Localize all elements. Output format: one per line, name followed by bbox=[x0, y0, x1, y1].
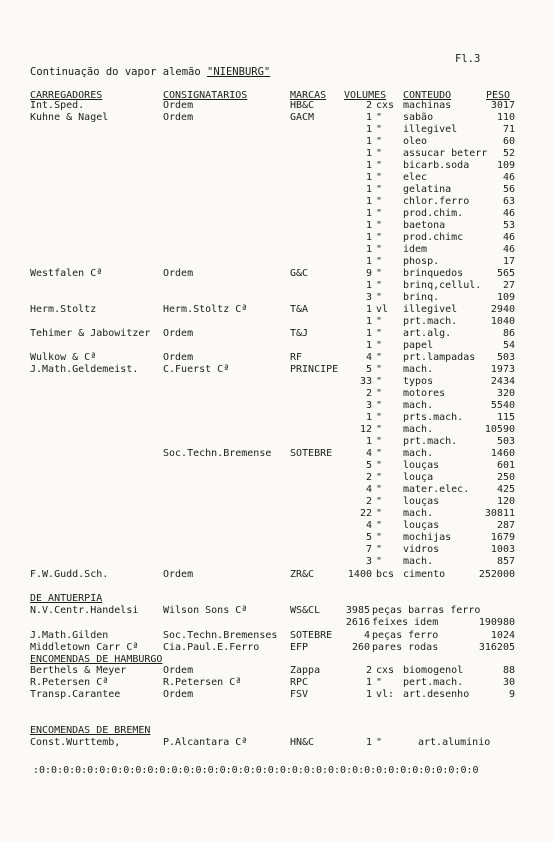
volume-unit-cell: bcs bbox=[376, 569, 395, 580]
weight-cell: 565 bbox=[496, 268, 515, 279]
volume-count-cell: 2616 bbox=[345, 617, 370, 628]
volume-unit-cell: " bbox=[376, 556, 383, 567]
marks-cell: SOTEBRE bbox=[290, 448, 333, 459]
volume-unit-cell: " bbox=[376, 160, 383, 171]
marks-cell: SOTEBRE bbox=[290, 630, 333, 641]
content-cell: biomogenol bbox=[403, 665, 464, 676]
weight-cell: 320 bbox=[496, 388, 515, 399]
volume-count-cell: 1 bbox=[365, 136, 372, 147]
table-row bbox=[0, 689, 553, 701]
weight-cell: 46 bbox=[502, 172, 515, 183]
table-row bbox=[0, 172, 553, 184]
shipper-cell: F.W.Gudd.Sch. bbox=[30, 569, 109, 580]
volume-unit-cell: " bbox=[376, 484, 383, 495]
section-heading-bremen: ENCOMENDAS DE BREMEN bbox=[30, 725, 151, 736]
volume-unit-cell: " bbox=[376, 136, 383, 147]
content-cell: machinas bbox=[403, 100, 452, 111]
table-row bbox=[0, 160, 553, 172]
table-row bbox=[0, 556, 553, 568]
content-cell: baetona bbox=[403, 220, 446, 231]
volume-unit-cell: cxs bbox=[376, 100, 395, 111]
content-cell: mach. bbox=[403, 400, 434, 411]
volume-count-cell: 4 bbox=[363, 630, 370, 641]
table-row bbox=[0, 569, 553, 581]
content-cell: vidros bbox=[403, 544, 440, 555]
content-cell: prod.chim. bbox=[403, 208, 464, 219]
volume-count-cell: 1 bbox=[365, 220, 372, 231]
content-cell: assucar beterr bbox=[403, 148, 488, 159]
volume-count-cell: 1 bbox=[365, 689, 372, 700]
consignee-cell: Ordem bbox=[163, 328, 194, 339]
volume-count-cell: 1 bbox=[365, 304, 372, 315]
volume-count-cell: 1400 bbox=[347, 569, 372, 580]
shipper-cell: J.Math.Gilden bbox=[30, 630, 109, 641]
weight-cell: 30 bbox=[502, 677, 515, 688]
volume-unit-cell: " bbox=[376, 148, 383, 159]
volume-unit-cell: " bbox=[376, 124, 383, 135]
volume-unit-cell: " bbox=[376, 436, 383, 447]
content-cell: bicarb.soda bbox=[403, 160, 470, 171]
volume-unit-cell: " bbox=[376, 340, 383, 351]
table-row bbox=[0, 617, 553, 629]
consignee-cell: Soc.Techn.Bremenses bbox=[163, 630, 278, 641]
col-header-consignatarios: CONSIGNATARIOS bbox=[163, 90, 248, 101]
volume-unit-cell: " bbox=[376, 316, 383, 327]
content-cell: peças barras ferro bbox=[372, 605, 481, 616]
consignee-cell: Ordem bbox=[163, 569, 194, 580]
consignee-cell: R.Petersen Cª bbox=[163, 677, 242, 688]
content-cell: mochijas bbox=[403, 532, 452, 543]
table-row bbox=[0, 544, 553, 556]
volume-count-cell: 1 bbox=[365, 340, 372, 351]
volume-count-cell: 2 bbox=[365, 665, 372, 676]
volume-unit-cell: " bbox=[376, 112, 383, 123]
table-row bbox=[0, 642, 553, 654]
weight-cell: 252000 bbox=[478, 569, 515, 580]
content-cell: illegivel bbox=[403, 124, 458, 135]
consignee-cell: Herm.Stoltz Cª bbox=[163, 304, 248, 315]
shipper-cell: J.Math.Geldemeist. bbox=[30, 364, 139, 375]
weight-cell: 2434 bbox=[490, 376, 515, 387]
volume-unit-cell: " bbox=[376, 508, 383, 519]
table-row bbox=[0, 630, 553, 642]
consignee-cell: Ordem bbox=[163, 689, 194, 700]
volume-unit-cell: " bbox=[376, 184, 383, 195]
weight-cell: 109 bbox=[496, 160, 515, 171]
content-cell: prod.chimc bbox=[403, 232, 464, 243]
shipper-cell: Middletown Carr Cª bbox=[30, 642, 139, 653]
table-row bbox=[0, 316, 553, 328]
weight-cell: 63 bbox=[502, 196, 515, 207]
consignee-cell: Ordem bbox=[163, 112, 194, 123]
table-row bbox=[0, 220, 553, 232]
volume-unit-cell: " bbox=[376, 448, 383, 459]
content-cell: cimento bbox=[403, 569, 446, 580]
consignee-cell: Soc.Techn.Bremense bbox=[163, 448, 272, 459]
ship-name: "NIENBURG" bbox=[207, 66, 271, 78]
marks-cell: WS&CL bbox=[290, 605, 321, 616]
content-cell: idem bbox=[403, 244, 428, 255]
volume-unit-cell: " bbox=[376, 412, 383, 423]
volume-unit-cell: cxs bbox=[376, 665, 395, 676]
weight-cell: 857 bbox=[496, 556, 515, 567]
table-row bbox=[0, 196, 553, 208]
weight-cell: 1973 bbox=[490, 364, 515, 375]
volume-count-cell: 5 bbox=[365, 460, 372, 471]
marks-cell: PRINCIPE bbox=[290, 364, 339, 375]
volume-count-cell: 3 bbox=[365, 292, 372, 303]
table-row bbox=[0, 136, 553, 148]
table-row bbox=[0, 328, 553, 340]
consignee-cell: Ordem bbox=[163, 268, 194, 279]
weight-cell: 46 bbox=[502, 244, 515, 255]
marks-cell: ZR&C bbox=[290, 569, 315, 580]
marks-cell: HB&C bbox=[290, 100, 315, 111]
weight-cell: 53 bbox=[502, 220, 515, 231]
volume-count-cell: 4 bbox=[365, 352, 372, 363]
consignee-cell: C.Fuerst Cª bbox=[163, 364, 230, 375]
volume-count-cell: 1 bbox=[365, 112, 372, 123]
volume-count-cell: 3 bbox=[365, 556, 372, 567]
content-cell: oleo bbox=[403, 136, 428, 147]
table-row bbox=[0, 388, 553, 400]
consignee-cell: P.Alcantara Cª bbox=[163, 737, 248, 748]
weight-cell: 46 bbox=[502, 232, 515, 243]
table-row bbox=[0, 184, 553, 196]
volume-count-cell: 9 bbox=[365, 268, 372, 279]
consignee-cell: Ordem bbox=[163, 665, 194, 676]
volume-count-cell: 1 bbox=[365, 124, 372, 135]
volume-unit-cell: " bbox=[376, 388, 383, 399]
marks-cell: T&J bbox=[290, 328, 309, 339]
content-cell: brinq,cellul. bbox=[403, 280, 482, 291]
table-row bbox=[0, 605, 553, 617]
volume-unit-cell: " bbox=[376, 244, 383, 255]
marks-cell: GACM bbox=[290, 112, 315, 123]
table-row bbox=[0, 112, 553, 124]
weight-cell: 250 bbox=[496, 472, 515, 483]
consignee-cell: Ordem bbox=[163, 352, 194, 363]
volume-count-cell: 12 bbox=[359, 424, 372, 435]
content-cell: louças bbox=[403, 520, 440, 531]
weight-cell: 56 bbox=[502, 184, 515, 195]
content-cell: elec bbox=[403, 172, 428, 183]
weight-cell: 503 bbox=[496, 352, 515, 363]
marks-cell: HN&C bbox=[290, 737, 315, 748]
table-row bbox=[0, 436, 553, 448]
table-row bbox=[0, 376, 553, 388]
weight-cell: 1024 bbox=[490, 630, 515, 641]
weight-cell: 601 bbox=[496, 460, 515, 471]
volume-count-cell: 4 bbox=[365, 520, 372, 531]
volume-unit-cell: " bbox=[376, 460, 383, 471]
content-cell: brinquedos bbox=[403, 268, 464, 279]
weight-cell: 86 bbox=[502, 328, 515, 339]
table-row bbox=[0, 737, 553, 749]
col-header-peso: PESO bbox=[486, 90, 511, 101]
volume-count-cell: 33 bbox=[359, 376, 372, 387]
volume-count-cell: 1 bbox=[365, 148, 372, 159]
content-cell: illegivel bbox=[403, 304, 458, 315]
volume-count-cell: 1 bbox=[365, 316, 372, 327]
table-row bbox=[0, 364, 553, 376]
content-cell: peças ferro bbox=[372, 630, 439, 641]
col-header-volumes: VOLUMES bbox=[344, 90, 387, 101]
shipper-cell: Westfalen Cª bbox=[30, 268, 103, 279]
weight-cell: 425 bbox=[496, 484, 515, 495]
continuation-line bbox=[30, 66, 270, 78]
weight-cell: 88 bbox=[502, 665, 515, 676]
content-cell: gelatina bbox=[403, 184, 452, 195]
content-cell: art.desenho bbox=[403, 689, 470, 700]
table-row bbox=[0, 520, 553, 532]
table-row bbox=[0, 484, 553, 496]
weight-cell: 54 bbox=[502, 340, 515, 351]
volume-unit-cell: " bbox=[376, 376, 383, 387]
weight-cell: 109 bbox=[496, 292, 515, 303]
volume-count-cell: 1 bbox=[365, 196, 372, 207]
volume-unit-cell: " bbox=[376, 496, 383, 507]
volume-count-cell: 2 bbox=[365, 496, 372, 507]
table-row bbox=[0, 208, 553, 220]
volume-count-cell: 7 bbox=[365, 544, 372, 555]
section-heading-hamburgo: ENCOMENDAS DE HAMBURGO bbox=[30, 654, 163, 665]
weight-cell: 52 bbox=[502, 148, 515, 159]
table-row bbox=[0, 472, 553, 484]
volume-count-cell: 5 bbox=[365, 364, 372, 375]
weight-cell: 287 bbox=[496, 520, 515, 531]
footer-separator: :0:0:0:0:0:0:0:0:0:0:0:0:0:0:0:0:0:0:0:0:0:0:0:0:0:0:0:0:0:0:0:0:0:0:0:0:0 bbox=[33, 765, 479, 776]
content-cell: typos bbox=[403, 376, 434, 387]
table-row bbox=[0, 292, 553, 304]
table-row bbox=[0, 304, 553, 316]
shipper-cell: Wulkow & Cª bbox=[30, 352, 97, 363]
volume-unit-cell: " bbox=[376, 364, 383, 375]
table-row bbox=[0, 532, 553, 544]
volume-count-cell: 1 bbox=[365, 160, 372, 171]
volume-unit-cell: " bbox=[376, 256, 383, 267]
volume-count-cell: 1 bbox=[365, 677, 372, 688]
volume-unit-cell: " bbox=[376, 400, 383, 411]
volume-count-cell: 4 bbox=[365, 448, 372, 459]
volume-unit-cell: " bbox=[376, 472, 383, 483]
table-row bbox=[0, 412, 553, 424]
marks-cell: RPC bbox=[290, 677, 309, 688]
table-row bbox=[0, 665, 553, 677]
weight-cell: 3017 bbox=[490, 100, 515, 111]
weight-cell: 110 bbox=[496, 112, 515, 123]
content-cell: prt.lampadas bbox=[403, 352, 476, 363]
volume-unit-cell: " bbox=[376, 737, 383, 748]
weight-cell: 503 bbox=[496, 436, 515, 447]
marks-cell: EFP bbox=[290, 642, 309, 653]
weight-cell: 9 bbox=[508, 689, 515, 700]
weight-cell: 1003 bbox=[490, 544, 515, 555]
volume-unit-cell: " bbox=[376, 196, 383, 207]
table-row bbox=[0, 352, 553, 364]
content-cell: louças bbox=[403, 496, 440, 507]
marks-cell: T&A bbox=[290, 304, 309, 315]
weight-cell: 27 bbox=[502, 280, 515, 291]
shipper-cell: N.V.Centr.Handelsi bbox=[30, 605, 139, 616]
weight-cell: 17 bbox=[502, 256, 515, 267]
content-cell: papel bbox=[403, 340, 434, 351]
content-cell: feixes idem bbox=[372, 617, 439, 628]
shipper-cell: Int.Sped. bbox=[30, 100, 85, 111]
consignee-cell: Cia.Paul.E.Ferro bbox=[163, 642, 260, 653]
table-row bbox=[0, 268, 553, 280]
volume-count-cell: 1 bbox=[365, 232, 372, 243]
marks-cell: Zappa bbox=[290, 665, 321, 676]
volume-count-cell: 1 bbox=[365, 256, 372, 267]
volume-unit-cell: " bbox=[376, 268, 383, 279]
table-row bbox=[0, 340, 553, 352]
content-cell: prt.mach. bbox=[403, 436, 458, 447]
table-row bbox=[0, 232, 553, 244]
content-cell: motores bbox=[403, 388, 446, 399]
table-row bbox=[0, 677, 553, 689]
content-cell: mach. bbox=[403, 364, 434, 375]
shipper-cell: Const.Wurttemb, bbox=[30, 737, 121, 748]
volume-unit-cell: " bbox=[376, 172, 383, 183]
weight-cell: 2940 bbox=[490, 304, 515, 315]
weight-cell: 1679 bbox=[490, 532, 515, 543]
table-row bbox=[0, 244, 553, 256]
weight-cell: 1040 bbox=[490, 316, 515, 327]
shipper-cell: Kuhne & Nagel bbox=[30, 112, 109, 123]
content-cell: brinq. bbox=[403, 292, 440, 303]
volume-unit-cell: " bbox=[376, 220, 383, 231]
content-cell: mach. bbox=[403, 508, 434, 519]
weight-cell: 46 bbox=[502, 208, 515, 219]
weight-cell: 30811 bbox=[484, 508, 515, 519]
shipper-cell: Tehimer & Jabowitzer bbox=[30, 328, 151, 339]
volume-count-cell: 4 bbox=[365, 484, 372, 495]
volume-count-cell: 1 bbox=[365, 412, 372, 423]
content-cell: louça bbox=[403, 472, 434, 483]
volume-count-cell: 1 bbox=[365, 184, 372, 195]
volume-count-cell: 1 bbox=[365, 280, 372, 291]
volume-count-cell: 5 bbox=[365, 532, 372, 543]
content-cell: mach. bbox=[403, 448, 434, 459]
table-row bbox=[0, 280, 553, 292]
volume-count-cell: 1 bbox=[365, 244, 372, 255]
content-cell: chlor.ferro bbox=[403, 196, 470, 207]
volume-count-cell: 2 bbox=[365, 388, 372, 399]
weight-cell: 115 bbox=[496, 412, 515, 423]
volume-unit-cell: " bbox=[376, 352, 383, 363]
volume-count-cell: 1 bbox=[365, 436, 372, 447]
volume-unit-cell: " bbox=[376, 208, 383, 219]
table-row bbox=[0, 148, 553, 160]
volume-count-cell: 3 bbox=[365, 400, 372, 411]
col-header-carregadores: CARREGADORES bbox=[30, 90, 103, 101]
volume-count-cell: 3985 bbox=[345, 605, 370, 616]
volume-unit-cell: " bbox=[376, 424, 383, 435]
volume-unit-cell: " bbox=[376, 532, 383, 543]
content-cell: sabão bbox=[403, 112, 434, 123]
table-row bbox=[0, 256, 553, 268]
marks-cell: RF bbox=[290, 352, 303, 363]
volume-unit-cell: " bbox=[376, 677, 383, 688]
shipper-cell: Herm.Stoltz bbox=[30, 304, 97, 315]
weight-cell: 60 bbox=[502, 136, 515, 147]
weight-cell: 71 bbox=[502, 124, 515, 135]
shipper-cell: R.Petersen Cª bbox=[30, 677, 109, 688]
consignee-cell: Ordem bbox=[163, 100, 194, 111]
shipper-cell: Berthels & Meyer bbox=[30, 665, 127, 676]
volume-unit-cell: " bbox=[376, 292, 383, 303]
table-row bbox=[0, 400, 553, 412]
continuation-prefix: Continuação do vapor alemão bbox=[30, 66, 201, 78]
marks-cell: G&C bbox=[290, 268, 309, 279]
volume-unit-cell: " bbox=[376, 520, 383, 531]
content-cell: phosp. bbox=[403, 256, 440, 267]
volume-unit-cell: vl bbox=[376, 304, 389, 315]
volume-count-cell: 22 bbox=[359, 508, 372, 519]
volume-count-cell: 1 bbox=[365, 737, 372, 748]
content-cell: prts.mach. bbox=[403, 412, 464, 423]
volume-count-cell: 1 bbox=[365, 328, 372, 339]
table-row bbox=[0, 496, 553, 508]
volume-count-cell: 2 bbox=[365, 472, 372, 483]
weight-cell: 120 bbox=[496, 496, 515, 507]
content-cell: art.aluminio bbox=[418, 737, 491, 748]
table-row bbox=[0, 460, 553, 472]
volume-count-cell: 260 bbox=[351, 642, 370, 653]
col-header-conteudo: CONTEUDO bbox=[403, 90, 452, 101]
content-cell: mach. bbox=[403, 556, 434, 567]
content-cell: louças bbox=[403, 460, 440, 471]
volume-unit-cell: " bbox=[376, 280, 383, 291]
weight-cell: 5540 bbox=[490, 400, 515, 411]
volume-unit-cell: " bbox=[376, 232, 383, 243]
volume-count-cell: 2 bbox=[365, 100, 372, 111]
folio-number: Fl.3 bbox=[455, 53, 481, 65]
table-row bbox=[0, 124, 553, 136]
weight-cell: 1460 bbox=[490, 448, 515, 459]
table-row bbox=[0, 100, 553, 112]
table-row bbox=[0, 508, 553, 520]
content-cell: pert.mach. bbox=[403, 677, 464, 688]
volume-count-cell: 1 bbox=[365, 172, 372, 183]
volume-unit-cell: " bbox=[376, 328, 383, 339]
weight-cell: 10590 bbox=[484, 424, 515, 435]
weight-cell: 316205 bbox=[478, 642, 515, 653]
content-cell: mach. bbox=[403, 424, 434, 435]
marks-cell: FSV bbox=[290, 689, 309, 700]
weight-cell: 190980 bbox=[478, 617, 515, 628]
table-row bbox=[0, 424, 553, 436]
content-cell: mater.elec. bbox=[403, 484, 470, 495]
volume-unit-cell: vl: bbox=[376, 689, 395, 700]
col-header-marcas: MARCAS bbox=[290, 90, 327, 101]
shipper-cell: Transp.Carantee bbox=[30, 689, 121, 700]
content-cell: pares rodas bbox=[372, 642, 439, 653]
content-cell: art.alg. bbox=[403, 328, 452, 339]
section-heading-antuerpia: DE ANTUERPIA bbox=[30, 593, 103, 604]
table-row bbox=[0, 448, 553, 460]
consignee-cell: Wilson Sons Cª bbox=[163, 605, 248, 616]
volume-unit-cell: " bbox=[376, 544, 383, 555]
content-cell: prt.mach. bbox=[403, 316, 458, 327]
volume-count-cell: 1 bbox=[365, 208, 372, 219]
